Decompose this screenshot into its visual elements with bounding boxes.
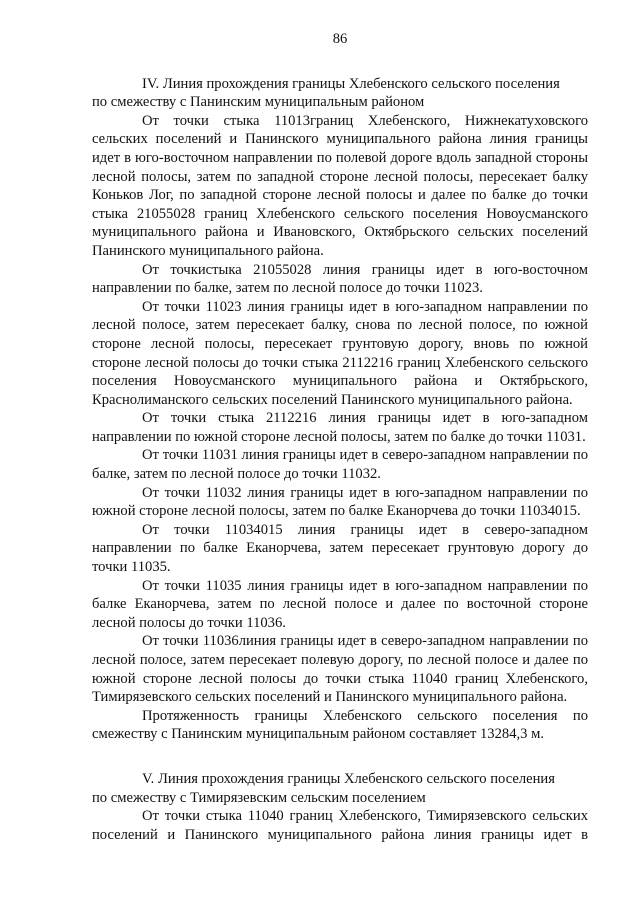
section-v-heading-line-2: по смежеству с Тимирязевским сельским поселением bbox=[92, 789, 426, 806]
section-iv-heading-line-2: по смежеству с Панинским муниципальным районом bbox=[92, 94, 425, 111]
paragraph: От точки стыка 11040 границ Хлебенского, Тимирязевского сельских поселений и Панинского муниципального района линия границы идет в bbox=[92, 808, 588, 843]
section-v bbox=[92, 770, 588, 844]
section-iv bbox=[92, 75, 588, 744]
length-summary-paragraph: Протяженность границы Хлебенского сельского поселения по смежеству с Панинским муниципальным районом составляет 13284,3 м. bbox=[92, 707, 588, 743]
section-v-heading-line-1: V. Линия прохождения границы Хлебенского сельского поселения bbox=[142, 770, 555, 787]
paragraph: От точки 11035 линия границы идет в юго-западном направлении по балке Еканорчева, затем по лесной полосе и далее по восточной стороне лесной полосы до точки 11036. bbox=[92, 577, 588, 631]
section-iv-heading bbox=[92, 75, 588, 112]
paragraph: От точки 11034015 линия границы идет в северо-западном направлении по балке Еканорчева, затем пересекает грунтовую дорогу до точки 11035. bbox=[92, 521, 588, 576]
paragraph: От точкистыка 21055028 линия границы идет в юго-восточном направлении по балке, затем по лесной полосе до точки 11023. bbox=[92, 261, 588, 297]
paragraph: От точки стыка 2112216 линия границы идет в юго-западном направлении по южной стороне лесной полосы, затем по балке до точки 11031. bbox=[92, 410, 588, 445]
page-number: 86 bbox=[332, 31, 348, 47]
paragraph: От точки стыка 11013границ Хлебенского, Нижнекатуховского сельских поселений и Панинского муниципального района линия границы идет в юго-восточном направлении по полевой дороге вдоль западной стороны лесной полосы, затем по западной стороне лесной полосы, пересекает балку Коньков Лог, по западной стороне лесной полосы и далее по балке до точки стыка 21055028 границ Хлебенского сельского поселения Новоусманского муниципального района и Ивановского, Октябрьского сельских поселений Панинского муниципального района. bbox=[92, 112, 588, 259]
section-v-heading bbox=[92, 770, 588, 807]
section-spacer bbox=[92, 744, 588, 770]
paragraph: От точки 11023 линия границы идет в юго-западном направлении по лесной полосе, затем пересекает балку, снова по лесной полосе, по южной стороне лесной полосы, пересекает грунтовую дорогу, вновь по южной стороне лесной полосы до точки стыка 2112216 границ Хлебенского сельского поселения Новоусманского муниципального района и Октябрьского, Краснолиманского сельских поселений Панинского муниципального района. bbox=[92, 298, 588, 408]
paragraph: От точки 11031 линия границы идет в северо-западном направлении по балке, затем по лесной полосе до точки 11032. bbox=[92, 447, 588, 483]
paragraph: От точки 11036линия границы идет в северо-западном направлении по лесной полосе, затем пересекает полевую дорогу, по лесной полосе и далее по южной стороне лесной полосы до точки стыка 11040 границ Хлебенского, Тимирязевского сельских поселений и Панинского муниципального района. bbox=[92, 633, 588, 706]
section-iv-heading-line-1: IV. Линия прохождения границы Хлебенского сельского поселения bbox=[142, 75, 560, 92]
paragraph: От точки 11032 линия границы идет в юго-западном направлении по южной стороне лесной полосы, затем по балке Еканорчева до точки 11034015. bbox=[92, 484, 588, 520]
